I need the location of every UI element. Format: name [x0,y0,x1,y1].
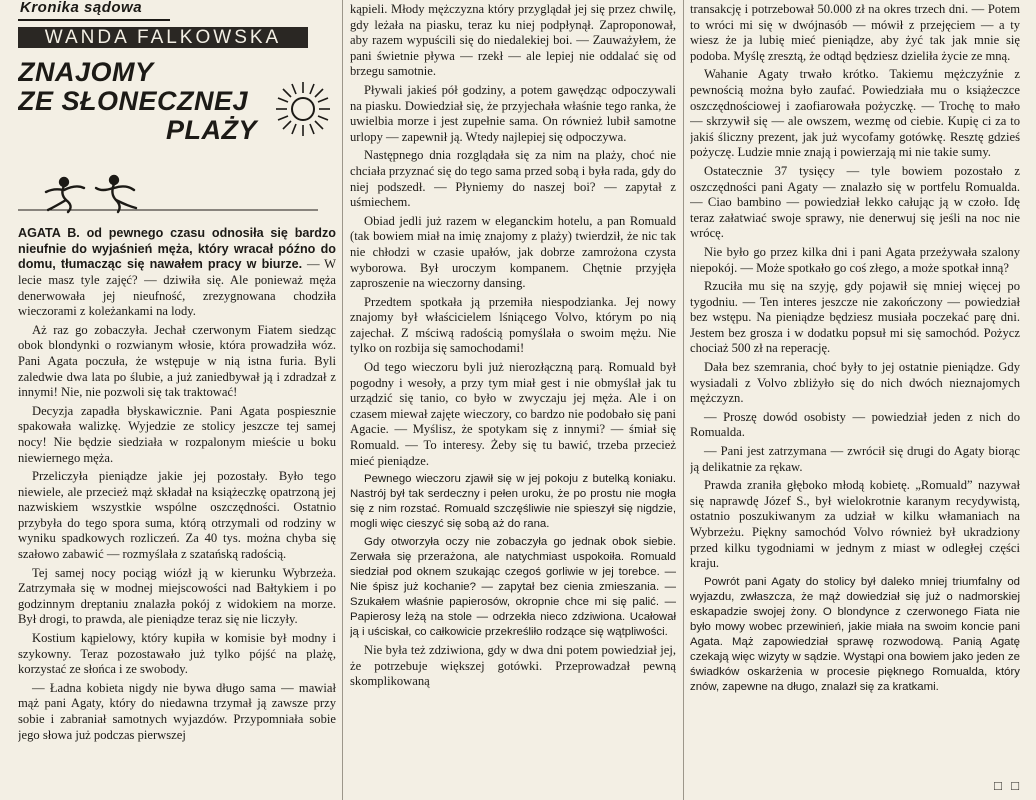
paragraph: Prawda zraniła głęboko młodą kobietę. „Romuald” nazywał się naprawdę Józef S., był wielokrotnie karanym recydywistą, ostatnio poszukiwanym za udział w kilku włamaniach na Wybrzeżu. Piękny samochód Volvo również był ukradziony przed kilku tygodniami w jednym z miast w odległej części kraju. [690,478,1020,571]
paragraph: Obiad jedli już razem w eleganckim hotelu, a pan Romuald (tak bowiem miał na imię znajomy z plaży) twierdził, że nic tak nie chłodzi w czasie upałów, jak dobrze zamrożona czysta wyborowa. Był uroczym kompanem. Chętnie przyjęła zaproszenie na wieczorny dansing. [350,213,676,291]
paragraph: Ostatecznie 37 tysięcy — tyle bowiem pozostało z oszczędności pani Agaty — znalazło się w portfelu Romualda. — Ciao bambino — powiedział lekko całując ją w czoło. Idę teraz załatwiać swoje sprawy, nie denerwuj się jeśli na noc nie wrócę. [690,163,1020,241]
lead-rest: — W lecie masz tyle zajęć? — dziwiła się. Ale ponieważ męża denerwowała jej nieufność, zrezygnowana chodziła wieczorami z koleżankami na lody. [18,257,336,319]
paragraph: Nie była też zdziwiona, gdy w dwa dni potem powiedział jej, że potrzebuje większej gotówki. Przeprowadzał pewną skomplikowaną [350,643,676,689]
paragraph: Przedtem spotkała ją przemiła niespodzianka. Jej nowy znajomy był właścicielem lśniącego Volvo, którym po nią zajechał. Z mściwą radością pomyślała o swoim mężu. Nie tylko on rozbija się samochodami! [350,294,676,356]
paragraph: — Proszę dowód osobisty — powiedział jeden z nich do Romualda. [690,409,1020,440]
column-1 [18,0,336,800]
paragraph: kąpieli. Młody mężczyzna który przyglądał jej się przez chwilę, gdy leżała na piasku, teraz ku niej podpłynął. Zaproponował, aby razem wypuścili się do niedalekiej boi. — Zauważyłem, że pani świetnie pływa — rzekł — ale lepiej nie oddalać się od brzegu samotnie. [350,2,676,79]
paragraph: Tej samej nocy pociąg wiózł ją w kierunku Wybrzeża. Zatrzymała się w modnej miejscowości nad Bałtykiem i po godzinnym dreptaniu znalazła pokój z widokiem na morze. Był drogi, to prawda, ale pieniądze teraz się nie liczyły. [18,565,336,627]
sun-icon [274,80,332,138]
paragraph-small: Gdy otworzyła oczy nie zobaczyła go jednak obok siebie. Zerwała się przerażona, ale natychmiast uspokoiła. Romuald siedział pod oknem szukając czegoś gorliwie w jej torebce. — Nie śpisz już kochanie? — zapytał bez cienia zmieszania. — Szukałem właśnie papierosów, okropnie chce mi się palić. — Papierosy leżą na stole — odrzekła nieco zdziwiona. Ucałował ją i uściskał, co całkowicie przekreśliło rodzące się wątpliwości. [350,536,676,639]
paragraph-small: Powrót pani Agaty do stolicy był daleko mniej triumfalny od wyjazdu, zwłaszcza, że mąż dowiedział się już o nadmorskiej eskapadzie swojej żony. O blondynce z czerwonego Fiata nie było mowy wobec przewinień, jakie miała na swoim koncie pani Agata. Mąż zapowiedział sprawę rozwodową. Panią Agatę czekają więc wizyty w sądzie. Wystąpi ona bowiem jako jeden ze świadków oskarżenia w procesie pięknego Romualda, który znów, zapewne na długo, znalazł się za kratkami. [690,575,1020,693]
section-kicker: Kronika sądowa [18,0,170,21]
author-banner: WANDA FALKOWSKA [18,27,308,49]
paragraph: Kostium kąpielowy, który kupiła w komisie był modny i szykowny. Teraz pozostawało już tylko pójść na plażę, korzystać ze słońca i ze swobody. [18,631,336,677]
headline-line-1: ZNAJOMY [18,57,154,88]
dancing-couple-illustration [18,172,318,218]
headline-line-3: PLAŻY [166,115,258,146]
end-mark: □ □ [994,778,1022,793]
paragraph: Pływali jakieś pół godziny, a potem gawędząc odpoczywali na piasku. Dowiedział się, że przyjechała właśnie tego ranka, że uwielbia morze i jest zupełnie sama. On również lubił samotne urlopy — zapewnił ją. Wtedy najlepiej się odpoczywa. [350,82,676,144]
paragraph: Aż raz go zobaczyła. Jechał czerwonym Fiatem siedząc obok blondynki o rozwianym włosie, która prowadziła wóz. Pani Agata poczuła, że wstępuje w nią istna furia. Byli zaledwie dwa lata po ślubie, a już zaniedbywał ją i zdradzał z innymi! Nie, nie pozwoli się tak traktować! [18,322,336,400]
paragraph: Decyzja zapadła błyskawicznie. Pani Agata pospiesznie spakowała walizkę. Wyjedzie ze stolicy jeszcze tej samej nocy! Nie będzie siedziała w rozpalonym mieście u boku niewiernego męża. [18,403,336,465]
paragraph: Przeliczyła pieniądze jakie jej pozostały. Było tego niewiele, ale przecież mąż składał na książeczkę opatrzoną jej nazwiskiem wszystkie wspólne oszczędności. Ostatnio przybyła do tego spora suma, którą otrzymali od rodziny w wyniku spadkowych rozliczeń. Za 40 tys. można chyba się szałowo zabawić — rozmyślała z szatańską radością. [18,469,336,562]
paragraph: — Ładna kobieta nigdy nie bywa długo sama — mawiał mąż pani Agaty, który do niedawna trzymał ją zawsze przy sobie i zabraniał samotnych wyjazdów. Przypomniała sobie jego słowa już podczas pierwszej [18,680,336,742]
paragraph: — Pani jest zatrzymana — zwrócił się drugi do Agaty biorąc ją delikatnie za rękaw. [690,444,1020,474]
paragraph: Rzuciła mu się na szyję, gdy pojawił się mniej więcej po tygodniu. — Ten interes jeszcze nie zakończony — powiedział bez wstępu. Na pieniądze będziesz musiała poczekać parę dni. Jestem bez grosza i w dodatku popsuł mi się samochód. Pożycz chociaż 500 zł na reperację. [690,279,1020,356]
paragraph: Nie było go przez kilka dni i pani Agata przeżywała szalony niepokój. — Może spotkało go coś złego, a może spotkał inną? [690,244,1020,275]
paragraph: Od tego wieczoru byli już nierozłączną parą. Romuald był pogodny i wesoły, a przy tym miał gest i nie obmyślał jak tu urządzić się tanio, co było w zwyczaju jej męża. Ale i on czasem miewał zajęte wieczory, co bardzo nie podobało się pani Agacie. — Myślisz, że spotykam się z innymi? — śmiał się Romuald. — To interesy. Żeby się tu bawić, trzeba przecież mieć pieniądze. [350,360,676,468]
column-3 [690,2,1020,800]
headline-line-2: ZE SŁONECZNEJ [18,86,249,117]
paragraph-small: Pewnego wieczoru zjawił się w jej pokoju z butelką koniaku. Nastrój był tak serdeczny i pełen uroku, że po prostu nie mogła się z nim rozstać. Romuald szczęśliwie nie spieszył się nigdzie, mogli więc cieszyć się sobą aż do rana. [350,473,676,531]
paragraph: transakcję i potrzebował 50.000 zł na okres trzech dni. — Potem to wróci mi się w dwójnasób — mówił z przejęciem — a ty wiesz że ja lubię mieć pieniądze, aby żyć tak jak mnie się podoba. Myślę zresztą, że odtąd będziesz dzieliła życie ze mną. [690,2,1020,63]
paragraph [18,226,336,320]
column-2 [350,2,676,800]
headline-block [18,58,336,170]
paragraph: Wahanie Agaty trwało krótko. Takiemu mężczyźnie z pewnością można było zaufać. Powiedziała mu o książeczce oszczędnościowej i zaofiarowała pożyczkę. — Trochę to mało — skrzywił się — ale owszem, wezmę od ciebie. Kupię ci za to jakiś śliczny prezent, jak już wycofamy gotówkę. Resztę gdzieś pożyczę. Ludzie mnie znają i powierzają mi nie takie sumy. [690,67,1020,160]
lead-sentence: AGATA B. od pewnego czasu odnosiła się bardzo nieufnie do wyjaśnień męża, który wracał późno do domu, tłumacząc się nawałem pracy w biurze. [18,226,336,272]
column-divider [342,0,343,800]
paragraph: Następnego dnia rozglądała się za nim na plaży, choć nie chciała przyznać się do tego sama przed sobą i była rada, gdy do niej podszedł. — Płyniemy do naszej boi? — zapytał z uśmiechem. [350,148,676,210]
column-divider [683,0,684,800]
paragraph: Dała bez szemrania, choć były to jej ostatnie pieniądze. Gdy wysiadali z Volvo zbliżyło się do nich dwóch nieznajomych mężczyzn. [690,360,1020,406]
